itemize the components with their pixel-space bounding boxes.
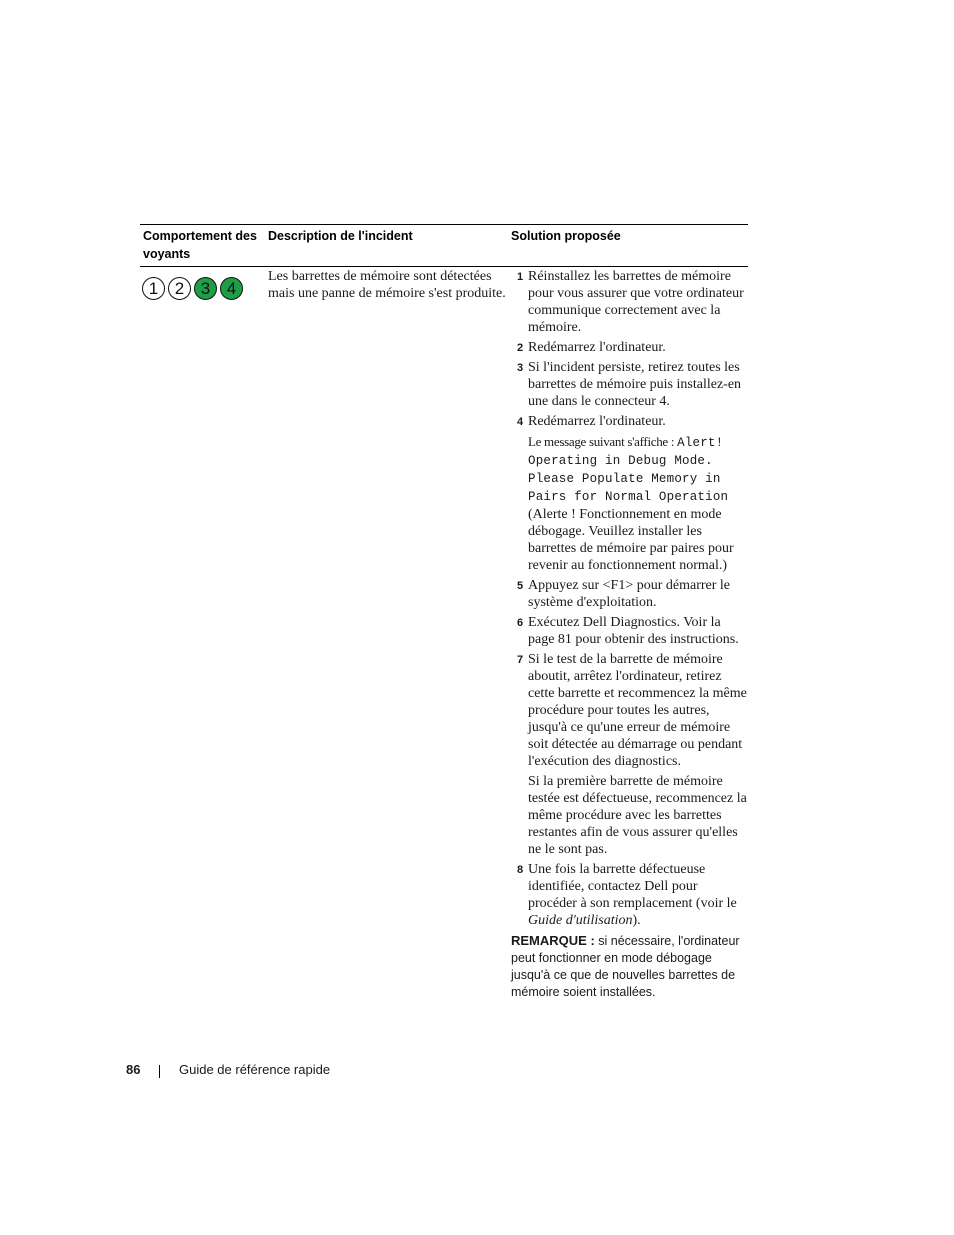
step-4: 4 Redémarrez l'ordinateur. Le message suivant s'affiche : Alert! Operating in Debug Mode. Please Populate Memory in Pairs for Normal Operation (Alerte ! Fonctionnement en mode débogage. Veuillez installer les barrettes de mémoire par paires pour revenir au fonctionnement normal.): [511, 413, 747, 574]
led-4-icon: 4: [220, 277, 243, 300]
step-7: 7 Si le test de la barrette de mémoire aboutit, arrêtez l'ordinateur, retirez cette barrette et recommencez la même procédure pour toutes les autres, jusqu'à ce qu'une erreur de mémoire soit détectée au démarrage ou pendant l'exécution des diagnostics. Si la première barrette de mémoire testée est défectueuse, recommencez la même procédure avec les barrettes restantes afin de vous assurer qu'elles ne le sont pas.: [517, 652, 747, 857]
table-top-rule: [140, 224, 748, 225]
table-header-rule: [140, 266, 748, 267]
step-5: 5 Appuyez sur <F1> pour démarrer le système d'exploitation.: [517, 578, 731, 610]
message-translation: (Alerte ! Fonctionnement en mode débogage. Veuillez installer les barrettes de mémoire par paires pour revenir au fonctionnement normal.): [528, 507, 734, 573]
note: [511, 932, 747, 1001]
step-8: 8 Une fois la barrette défectueuse identifiée, contactez Dell pour procéder à son remplacement (voir le Guide d'utilisation).: [517, 862, 737, 928]
step-1: 1 Réinstallez les barrettes de mémoire pour vous assurer que votre ordinateur communique correctement avec la mémoire.: [517, 269, 744, 335]
debug-mode-message: [528, 433, 747, 574]
header-suggested-solution: Solution proposée: [511, 229, 621, 243]
solution-steps: [511, 268, 747, 1001]
user-guide-title: Guide d'utilisation: [528, 913, 633, 928]
page-number: 86: [126, 1062, 141, 1077]
step-7-followup: Si la première barrette de mémoire testée est défectueuse, recommencez la même procédure avec les barrettes restantes afin de vous assurer qu'elles ne le sont pas.: [528, 774, 747, 857]
message-code: Alert! Operating in Debug Mode. Please Populate Memory in Pairs for Normal Operation: [528, 436, 729, 504]
footer-separator: [159, 1065, 160, 1078]
step-2: 2 Redémarrez l'ordinateur.: [517, 340, 666, 355]
problem-description: Les barrettes de mémoire sont détectées mais une panne de mémoire s'est produite.: [268, 269, 506, 301]
led-1-icon: 1: [142, 277, 165, 300]
step-6: 6 Exécutez Dell Diagnostics. Voir la page 81 pour obtenir des instructions.: [517, 615, 739, 647]
note-label: REMARQUE :: [511, 933, 595, 948]
header-problem-description: Description de l'incident: [268, 229, 413, 243]
header-led-behavior: Comportement des voyants: [143, 229, 257, 261]
diagnostic-led-pattern: [142, 277, 243, 300]
step-3: 3 Si l'incident persiste, retirez toutes les barrettes de mémoire puis installez-en une dans le connecteur 4.: [517, 360, 742, 409]
led-2-icon: 2: [168, 277, 191, 300]
footer-doc-title: Guide de référence rapide: [179, 1062, 331, 1077]
message-intro: Le message suivant s'affiche :: [528, 434, 678, 449]
led-3-icon: 3: [194, 277, 217, 300]
note-text: si nécessaire, l'ordinateur peut fonctionner en mode débogage jusqu'à ce que de nouvelles barrettes de mémoire soient installées.: [511, 934, 740, 999]
